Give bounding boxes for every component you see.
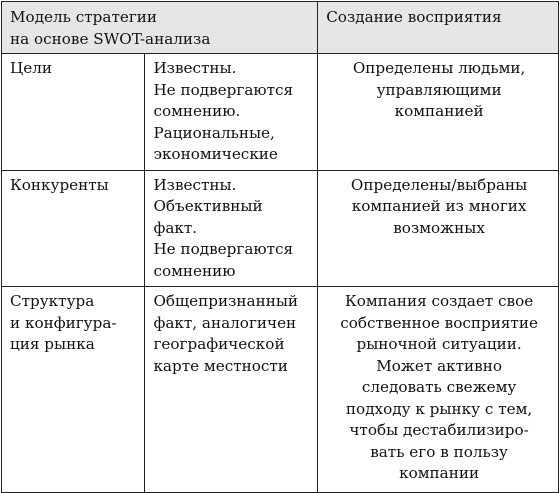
table-row [2,287,559,493]
row-swot-market: Общепризнанный факт, аналогичен географической карте местности [145,287,318,493]
row-swot-competitors: Известны. Объективный факт. Не подвергаются сомнению [145,170,318,287]
row-perception-market: Компания создает свое собственное восприятие рыночной ситуации. Может активно следовать свежему подходу к рынку с тем, чтобы дестабилизиро- вать его в пользу компании [318,287,559,493]
row-perception-competitors: Определены/выбраны компанией из многих возможных [318,170,559,287]
table-row [2,170,559,287]
header-perception: Создание восприятия [318,2,559,54]
row-swot-goals: Известны. Не подвергаются сомнению. Рациональные, экономические [145,54,318,171]
row-factor-goals: Цели [2,54,145,171]
table-row [2,54,559,171]
table-header-row [2,2,559,54]
row-factor-market: Структура и конфигура- ция рынка [2,287,145,493]
row-perception-goals: Определены людьми, управляющими компанией [318,54,559,171]
comparison-table [1,1,559,493]
row-factor-competitors: Конкуренты [2,170,145,287]
header-swot-model: Модель стратегии на основе SWOT-анализа [2,2,318,54]
